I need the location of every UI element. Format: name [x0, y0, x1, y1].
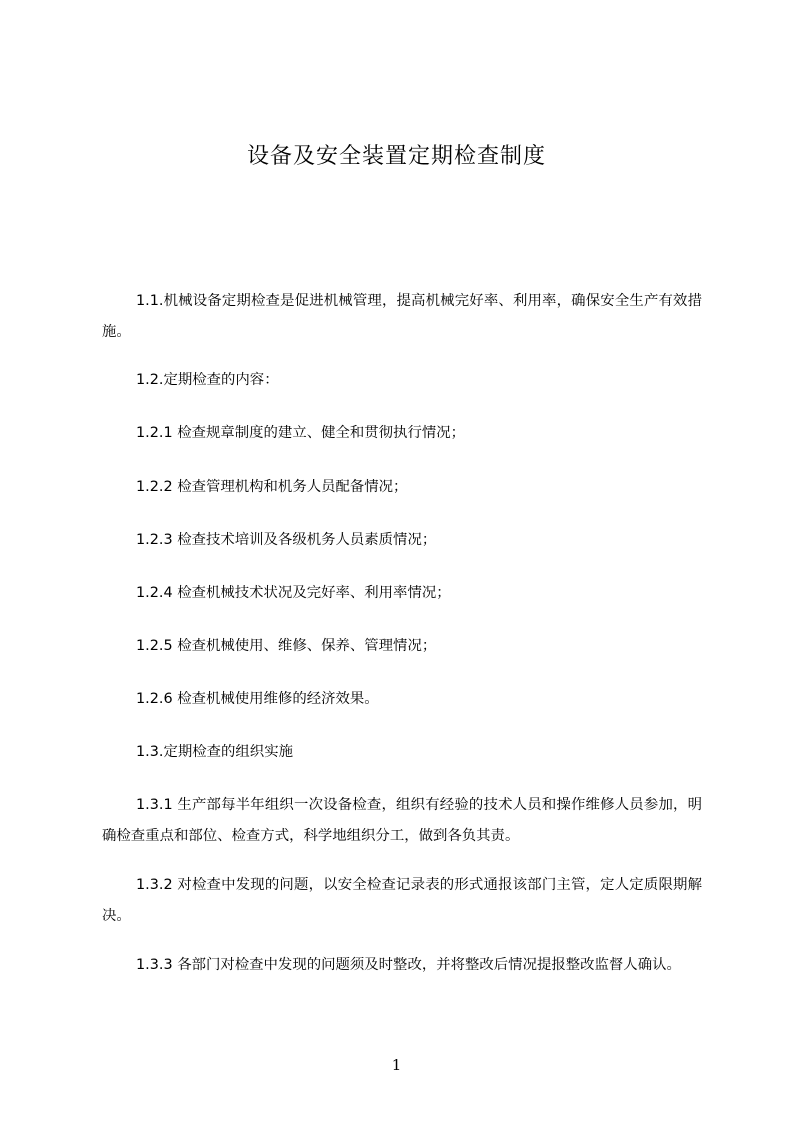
page-number: 1 — [391, 1056, 402, 1074]
paragraph-1-2-6: 1.2.6 检查机械使用维修的经济效果。 — [136, 691, 379, 707]
paragraph-1-2-4: 1.2.4 检查机械技术状况及完好率、利用率情况； — [136, 585, 451, 601]
paragraph-1-2-3: 1.2.3 检查技术培训及各级机务人员素质情况； — [136, 532, 437, 548]
paragraph-1-3-3: 1.3.3 各部门对检查中发现的问题须及时整改，并将整改后情况提报整改监督人确认。 — [136, 957, 681, 973]
paragraph-1-2-2: 1.2.2 检查管理机构和机务人员配备情况； — [136, 479, 408, 495]
paragraph-1-2-5: 1.2.5 检查机械使用、维修、保养、管理情况； — [136, 638, 437, 654]
document-title: 设备及安全装置定期检查制度 — [246, 144, 546, 169]
paragraph-1-2-1: 1.2.1 检查规章制度的建立、健全和贯彻执行情况； — [136, 425, 466, 441]
paragraph-1-3: 1.3.定期检查的组织实施 — [136, 744, 293, 760]
paragraph-1-1: 1.1.机械设备定期检查是促进机械管理，提高机械完好率、利用率，确保安全生产有效措施。 — [102, 293, 702, 340]
paragraph-1-3-2: 1.3.2 对检查中发现的问题，以安全检查记录表的形式通报该部门主管，定人定质限期解决。 — [102, 877, 702, 924]
paragraph-1-2: 1.2.定期检查的内容： — [136, 372, 279, 388]
paragraph-1-3-1: 1.3.1 生产部每半年组织一次设备检查，组织有经验的技术人员和操作维修人员参加，明确检查重点和部位、检查方式，科学地组织分工，做到各负其责。 — [102, 797, 702, 844]
